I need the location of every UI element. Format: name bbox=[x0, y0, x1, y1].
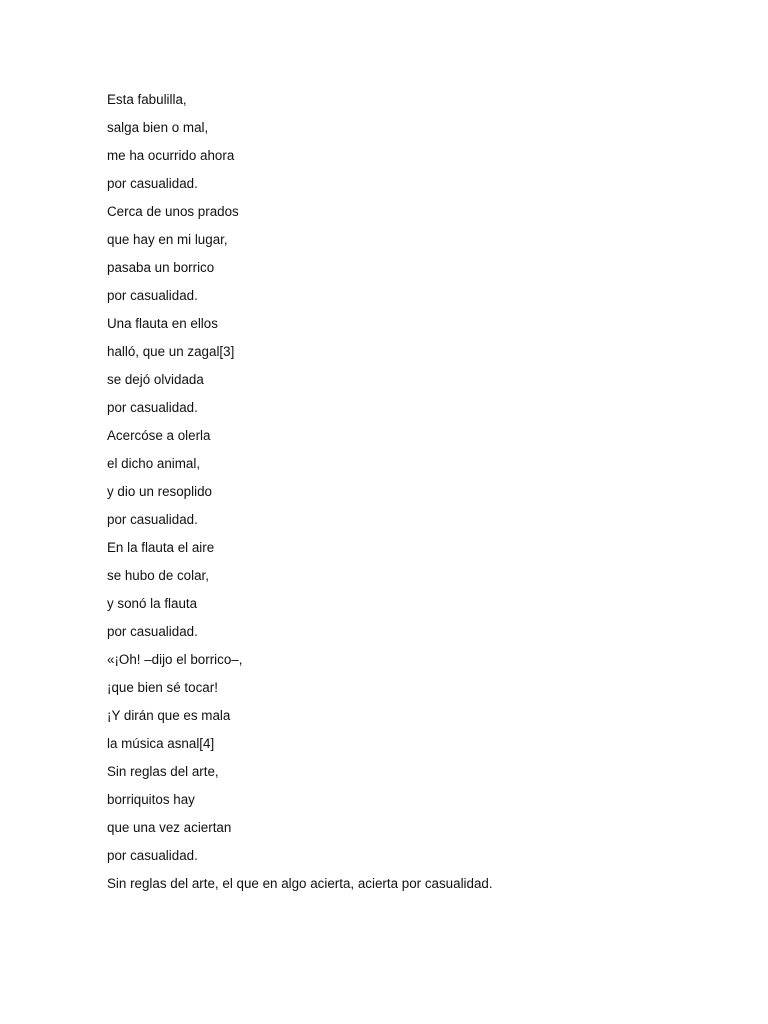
poem-line: ¡que bien sé tocar! bbox=[107, 680, 218, 695]
poem-line: y dio un resoplido bbox=[107, 484, 212, 499]
poem-line: por casualidad. bbox=[107, 400, 198, 415]
poem-line: por casualidad. bbox=[107, 512, 198, 527]
poem-line: por casualidad. bbox=[107, 848, 198, 863]
poem-line: por casualidad. bbox=[107, 288, 198, 303]
poem-line: Cerca de unos prados bbox=[107, 204, 239, 219]
poem-text bbox=[107, 88, 493, 900]
poem-line: «¡Oh! –dijo el borrico–, bbox=[107, 652, 243, 667]
poem-line: pasaba un borrico bbox=[107, 260, 215, 275]
poem-line: se hubo de colar, bbox=[107, 568, 209, 583]
poem-line: que una vez aciertan bbox=[107, 820, 232, 835]
poem-line: por casualidad. bbox=[107, 176, 198, 191]
poem-line: me ha ocurrido ahora bbox=[107, 148, 235, 163]
poem-line: Esta fabulilla, bbox=[107, 92, 187, 107]
poem-line: halló, que un zagal[3] bbox=[107, 344, 235, 359]
poem-line: por casualidad. bbox=[107, 624, 198, 639]
poem-line: borriquitos hay bbox=[107, 792, 195, 807]
poem-line: Una flauta en ellos bbox=[107, 316, 218, 331]
poem-line: y sonó la flauta bbox=[107, 596, 198, 611]
poem-line: el dicho animal, bbox=[107, 456, 201, 471]
poem-moral: Sin reglas del arte, el que en algo acierta, acierta por casualidad. bbox=[107, 876, 493, 891]
poem-line: En la flauta el aire bbox=[107, 540, 215, 555]
poem-line: Acercóse a olerla bbox=[107, 428, 211, 443]
poem-line: Sin reglas del arte, bbox=[107, 764, 219, 779]
poem-line: salga bien o mal, bbox=[107, 120, 209, 135]
poem-line: que hay en mi lugar, bbox=[107, 232, 228, 247]
poem-line: ¡Y dirán que es mala bbox=[107, 708, 231, 723]
poem-line: se dejó olvidada bbox=[107, 372, 204, 387]
poem-line: la música asnal[4] bbox=[107, 736, 215, 751]
